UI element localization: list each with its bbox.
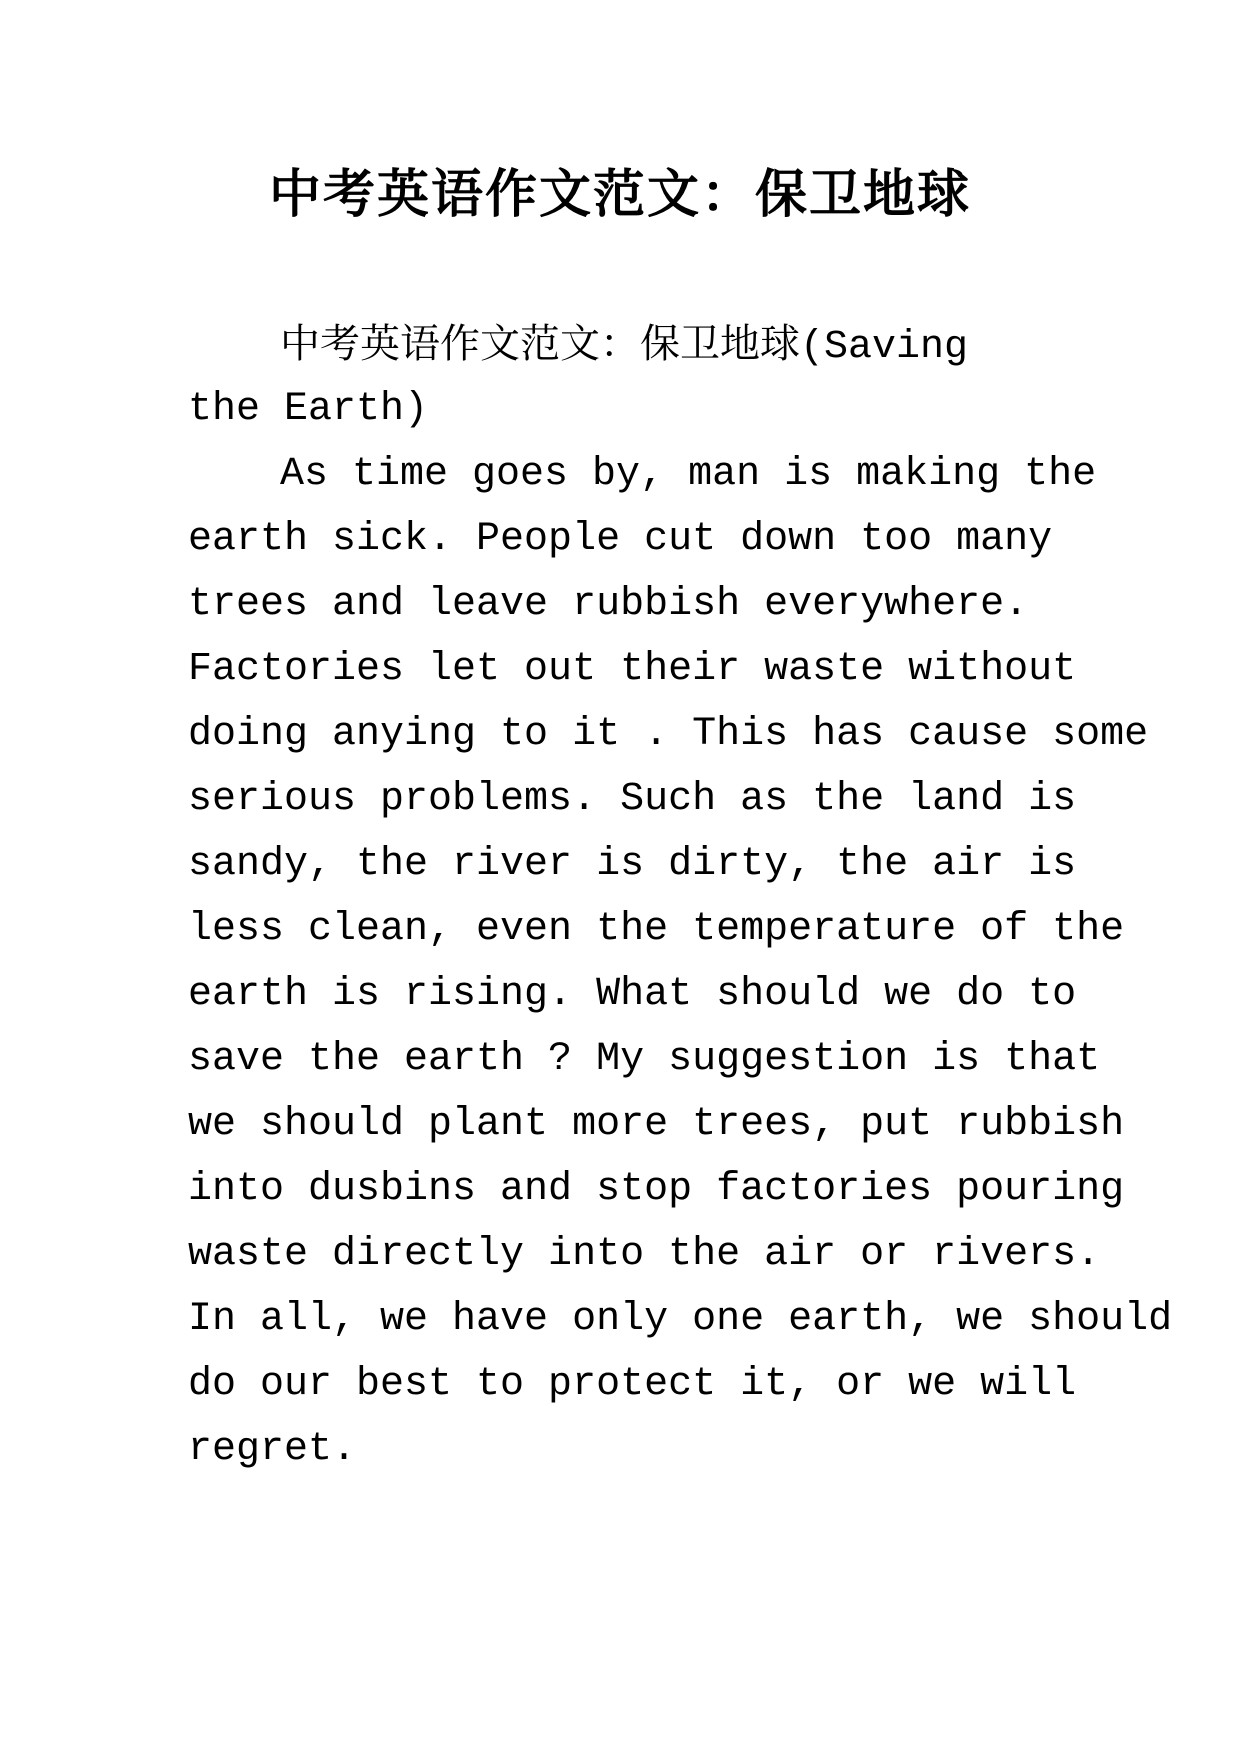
page-title: 中考英语作文范文：保卫地球	[268, 164, 971, 225]
essay-line: less clean, even the temperature of the	[188, 907, 1125, 952]
essay-line: As time goes by, man is making the	[280, 452, 1097, 497]
essay-line: sandy, the river is dirty, the air is	[188, 842, 1077, 887]
essay-line: Factories let out their waste without	[188, 647, 1077, 692]
essay-line: earth is rising. What should we do to	[188, 972, 1077, 1017]
essay-line: earth sick. People cut down too many	[188, 517, 1053, 562]
essay-line: trees and leave rubbish everywhere.	[188, 582, 1029, 627]
essay-line: serious problems. Such as the land is	[188, 777, 1077, 822]
essay-line: the Earth)	[188, 387, 429, 432]
essay-line: we should plant more trees, put rubbish	[188, 1102, 1125, 1147]
essay-heading-en: (Saving	[800, 325, 969, 370]
essay-heading-zh: 中考英语作文范文：保卫地球	[280, 321, 800, 367]
essay-line: doing anying to it . This has cause some	[188, 712, 1149, 757]
essay-heading-line	[188, 312, 1068, 377]
essay-line: regret.	[188, 1427, 357, 1472]
essay-line: waste directly into the air or rivers.	[188, 1232, 1101, 1277]
essay-line: save the earth ? My suggestion is that	[188, 1037, 1101, 1082]
essay-line: do our best to protect it, or we will	[188, 1362, 1077, 1407]
essay-line: In all, we have only one earth, we should	[188, 1297, 1173, 1342]
essay-body	[188, 312, 1173, 1482]
essay-line: into dusbins and stop factories pouring	[188, 1167, 1125, 1212]
